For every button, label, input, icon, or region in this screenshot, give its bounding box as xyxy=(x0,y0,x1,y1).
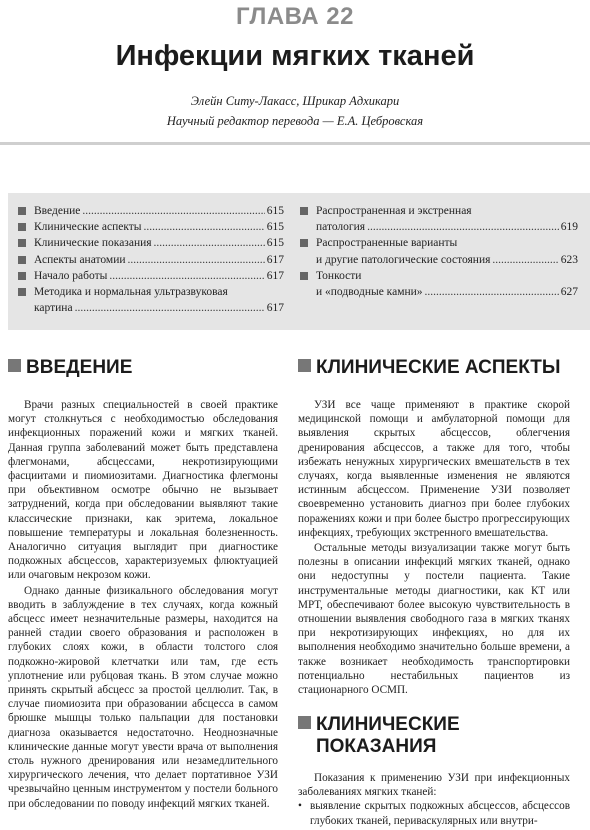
indications-body xyxy=(298,771,570,828)
toc-item[interactable] xyxy=(298,203,578,235)
chapter-header xyxy=(0,0,590,145)
intro-body xyxy=(8,398,278,811)
toc-item-label: Клинические показания xyxy=(34,237,152,250)
toc-item-page: 617 xyxy=(266,269,284,282)
translation-editor: Научный редактор перевода — Е.А. Цебровская xyxy=(166,114,424,128)
toc-item[interactable] xyxy=(16,284,284,316)
square-bullet-icon xyxy=(18,207,26,215)
toc-item[interactable] xyxy=(16,219,284,235)
toc-right-column xyxy=(298,203,578,300)
square-bullet-icon xyxy=(18,239,26,247)
square-bullet-icon xyxy=(300,272,308,280)
toc-item-page: 617 xyxy=(266,253,284,266)
toc-item-page: 615 xyxy=(266,221,284,234)
square-marker-icon xyxy=(8,359,21,372)
toc-item-label: Аспекты анатомии xyxy=(34,253,126,266)
toc-left-column xyxy=(16,203,284,316)
toc-item-label: Распространенная и экстренная xyxy=(316,205,472,217)
toc-item[interactable] xyxy=(298,268,578,300)
clinical-paragraph-1: УЗИ все чаще применяют в практике скорой медицинской помощи и амбулаторной помощи для выявления скрытых абсцессов, облегчения дренирования абсцессов, а также для того, чтобы избежать ненужных хирургических вмешательств в тех случаях, когда выявленные изменения не являются истинным абсцессом. Применение УЗИ позволяет своевременно установить диагноз при более глубоких поражениях кожи и при более быстро прогрессирующих инфекциях, требующих экстренного вмешательства. xyxy=(298,399,570,539)
indications-list-item: • выявление скрытых подкожных абсцессов, абсцессов глубоких тканей, периваскулярных или внутри- xyxy=(298,799,570,827)
square-bullet-icon xyxy=(18,272,26,280)
toc-item-label: Клинические аспекты xyxy=(34,221,142,234)
square-marker-icon xyxy=(298,716,311,729)
toc-item[interactable] xyxy=(16,235,284,251)
square-marker-icon xyxy=(298,359,311,372)
toc-item[interactable] xyxy=(298,235,578,267)
toc-item-label: и другие патологические состояния xyxy=(316,253,491,266)
table-of-contents xyxy=(8,193,590,330)
square-bullet-icon xyxy=(300,239,308,247)
clinical-body xyxy=(298,398,570,697)
toc-item-label: картина xyxy=(34,302,73,315)
toc-item[interactable] xyxy=(16,268,284,284)
section-heading-intro: ВВЕДЕНИЕ xyxy=(8,357,132,379)
toc-item-page: 617 xyxy=(266,302,284,315)
toc-item-page: 627 xyxy=(560,286,578,299)
clinical-paragraph-2: Остальные методы визуализации также могут быть полезны в описании инфекций мягких тканей, однако они недоступны у постели пациента. Такие инструментальные методы диагностики, как КТ или МРТ, обеспечивают более высокую чувствительность в отношении выявления свободного газа в мягких тканях при некротизирующих инфекциях, но для их выполнения необходимо значительно больше времени, а также возникает необходимость транспортировки потенциально нестабильных пациентов из стационарного ОСМП. xyxy=(298,542,570,697)
chapter-authors: Элейн Ситу-Лакасс, Шрикар Адхикари xyxy=(190,94,400,108)
toc-item-page: 623 xyxy=(560,253,578,266)
toc-item-page: 615 xyxy=(266,205,284,217)
toc-item-page: 615 xyxy=(266,237,284,250)
chapter-title: Инфекции мягких тканей xyxy=(115,40,475,72)
square-bullet-icon xyxy=(18,288,26,296)
intro-paragraph-2: Однако данные физикального обследования могут вводить в заблуждение в тех случаях, когда кожный абсцесс имеет незначительные размеры, находится на ранней стадии своего образования и расположен в глубоких слоях кожи, в области толстого слоя подкожно-жировой клетчатки или там, где есть уплотнение или рубцовая ткань. В этом случае можно принять скрытый абсцесс за простой целлюлит. Так, в случае пиомиозита при образовании абсцесса в самом брюшке мышцы только пальпации для постановки диагноза оказывается недостаточно. Неоднозначные клинические данные могут увести врача от выполнения столь нужного дренирования или незамедлительного хирургического лечения, что делает портативное УЗИ чрезвычайно ценным инструментом у постели больного при обследовании по поводу инфекций мягких тканей. xyxy=(8,584,278,810)
section-heading-indications: КЛИНИЧЕСКИЕ ПОКАЗАНИЯ xyxy=(298,714,460,758)
indications-paragraph-1: Показания к применению УЗИ при инфекционных заболеваниях мягких тканей: xyxy=(298,772,570,799)
chapter-number: ГЛАВА 22 xyxy=(235,3,354,30)
intro-paragraph-1: Врачи разных специальностей в своей практике могут столкнуться с необходимостью обследования инфекционных поражений кожи и мягких тканей. Данная группа заболеваний может быть представлена флегмонами, абсцессами, некротизирующими фасциитами и пиомиозитами. Диагностика флегмоны при объективном осмотре обычно не вызывает затруднений, когда при обследовании выявляют такие классические признаки, как эритема, локальное повышение температуры и локальная болезненность. Аналогично ситуация выглядит при диагностике подкожных абсцессов, характеризуемых флюктуацией или очаговым некрозом кожи. xyxy=(8,399,278,582)
toc-item-label: Распространенные варианты xyxy=(316,237,458,250)
toc-item-label: Начало работы xyxy=(34,269,108,282)
square-bullet-icon xyxy=(18,256,26,264)
square-bullet-icon xyxy=(300,207,308,215)
section-heading-clinical: КЛИНИЧЕСКИЕ АСПЕКТЫ xyxy=(298,357,561,379)
toc-item-label: патология xyxy=(316,221,366,234)
toc-item-label: Методика и нормальная ультразвуковая xyxy=(34,286,228,299)
toc-item-page: 619 xyxy=(560,221,578,234)
toc-item-label: и «подводные камни» xyxy=(316,286,423,299)
toc-item[interactable] xyxy=(16,203,284,219)
toc-item[interactable] xyxy=(16,252,284,268)
square-bullet-icon xyxy=(18,223,26,231)
toc-item-label: Тонкости xyxy=(316,269,362,282)
header-divider xyxy=(0,142,590,145)
toc-item-label: Введение xyxy=(34,205,81,217)
